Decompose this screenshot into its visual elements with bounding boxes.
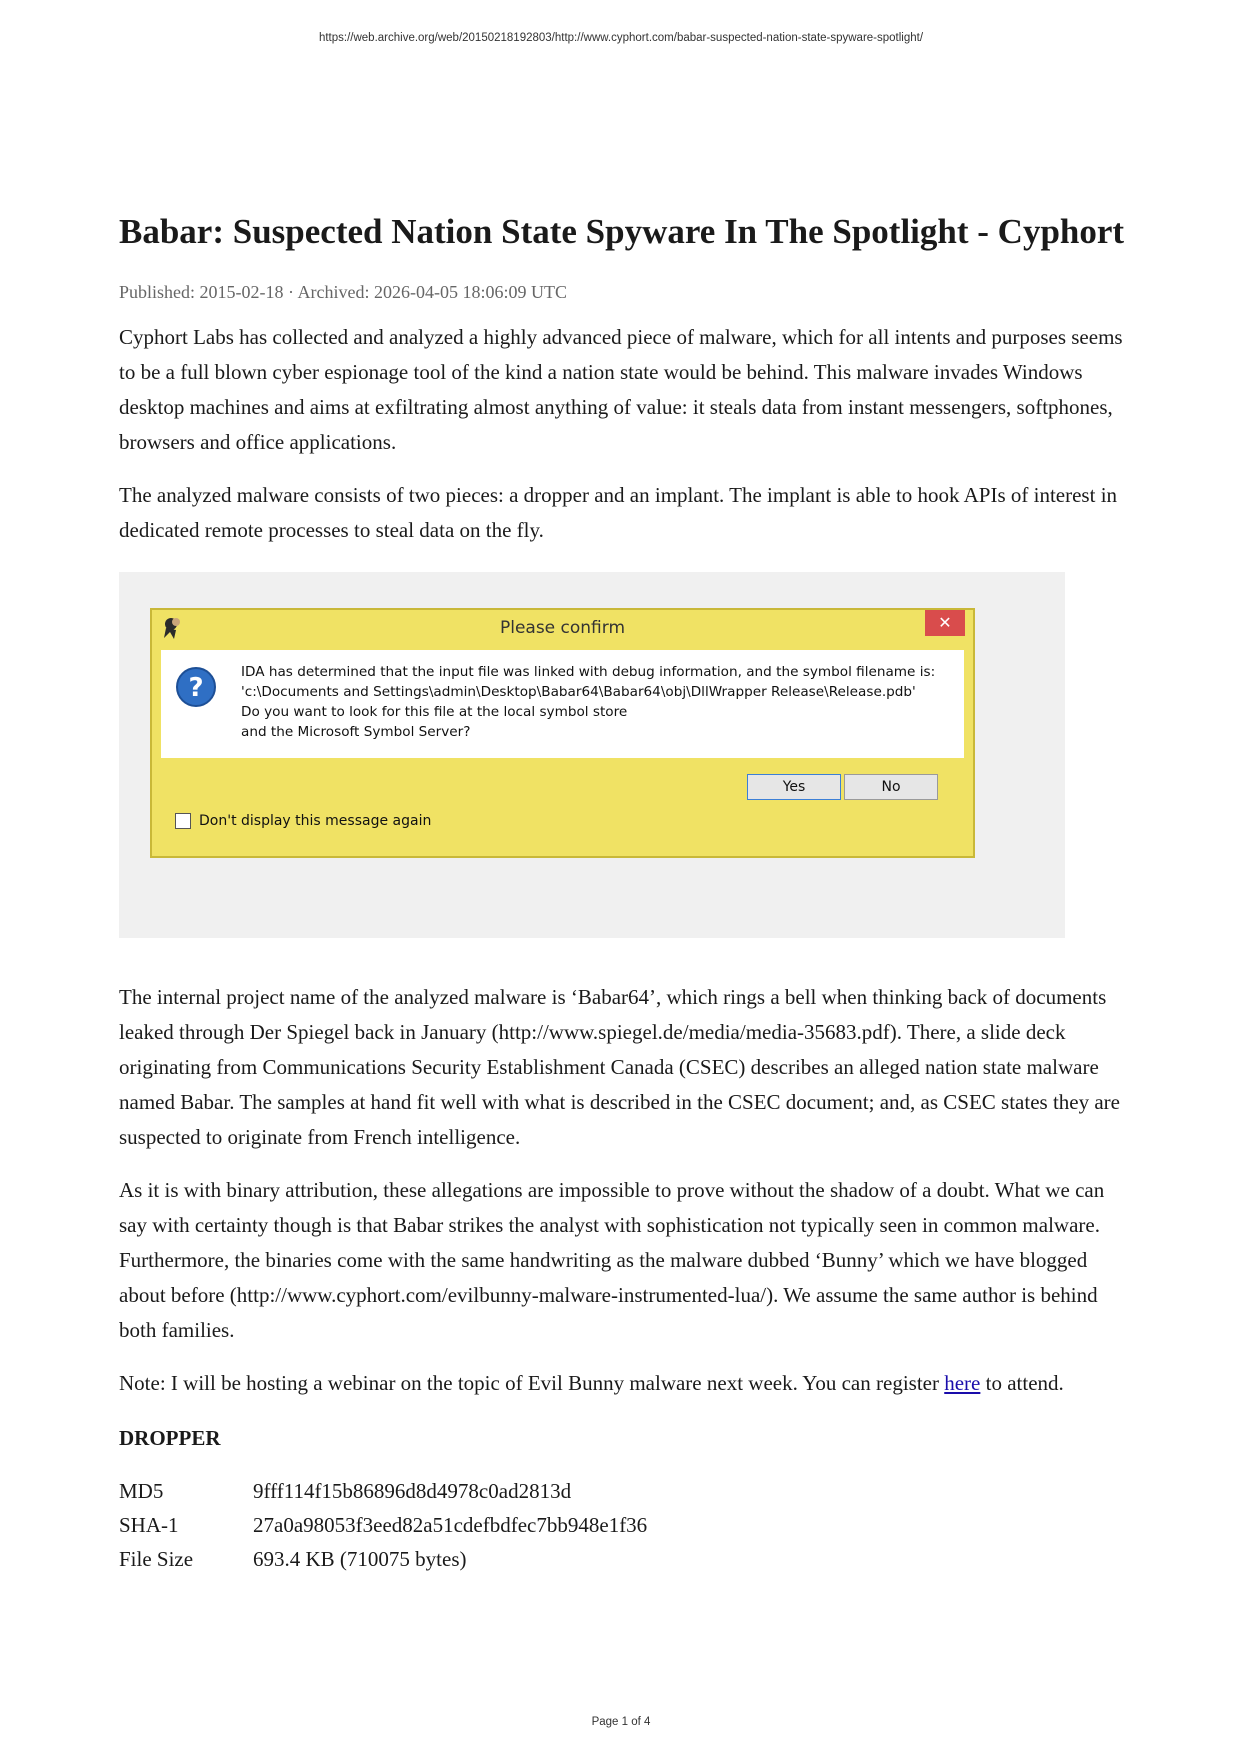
page-number: Page 1 of 4 (591, 1716, 651, 1728)
paragraph: The analyzed malware consists of two pieces: a dropper and an implant. The implant is able to hook APIs of interest in dedicated remote processes to steal data on the fly. (119, 483, 1118, 542)
question-icon (175, 666, 217, 708)
hash-value: 27a0a98053f3eed82a51cdefbdfec7bb948e1f36 (253, 1513, 648, 1537)
archive-url: https://web.archive.org/web/20150218192803/http://www.cyphort.com/babar-suspected-nation-state-spyware-spotlight/ (318, 32, 924, 44)
dialog-body (161, 650, 964, 758)
confirm-dialog (150, 608, 975, 858)
checkbox-box[interactable] (175, 813, 191, 829)
note-text-end: to attend. (980, 1371, 1064, 1395)
hash-label: SHA-1 (119, 1513, 179, 1537)
table-row (119, 1542, 647, 1576)
page-title: Babar: Suspected Nation State Spyware In The Spotlight - Cyphort (119, 212, 1125, 251)
message-line: 'c:\Documents and Settings\admin\Desktop\Babar64\Babar64\obj\DllWrapper Release\Release.pdb' (241, 684, 916, 700)
dont-display-checkbox[interactable] (175, 813, 431, 829)
dialog-message (241, 662, 954, 742)
hash-label: File Size (119, 1547, 194, 1571)
message-line: and the Microsoft Symbol Server? (241, 724, 471, 740)
publish-meta: Published: 2015-02-18 · Archived: 2026-04-05 18:06:09 UTC (119, 282, 567, 302)
hash-table (119, 1474, 647, 1576)
article (119, 210, 1129, 1576)
yes-button[interactable]: Yes (747, 774, 841, 800)
hash-value: 9fff114f15b86896d8d4978c0ad2813d (253, 1479, 572, 1503)
no-button[interactable]: No (844, 774, 938, 800)
register-link[interactable]: here (944, 1371, 981, 1395)
table-row (119, 1474, 647, 1508)
dialog-title: Please confirm (499, 618, 626, 638)
checkbox-label: Don't display this message again (199, 813, 432, 829)
message-line: Do you want to look for this file at the local symbol store (241, 704, 628, 720)
paragraph: The internal project name of the analyzed malware is ‘Babar64’, which rings a bell when thinking back of documents leaked through Der Spiegel back in January (http://www.spiegel.de/media/media-35683.pdf). There, a slide deck originating from Communications Security Establishment Canada (CSEC) describes an alleged nation state malware named Babar. The samples at hand fit well with what is described in the CSEC document; and, as CSEC states they are suspected to originate from French intelligence. (119, 985, 1120, 1149)
close-button[interactable]: ✕ (925, 610, 965, 636)
note-paragraph (119, 1366, 1129, 1401)
question-glyph: ? (188, 673, 204, 703)
section-heading: DROPPER (119, 1426, 221, 1450)
paragraph: Cyphort Labs has collected and analyzed a highly advanced piece of malware, which for all intents and purposes seems to be a full blown cyber espionage tool of the kind a nation state would be behind. This malware invades Windows desktop machines and aims at exfiltrating almost anything of value: it steals data from instant messengers, softphones, browsers and office applications. (119, 325, 1123, 454)
hash-label: MD5 (119, 1479, 164, 1503)
note-text: Note: I will be hosting a webinar on the topic of Evil Bunny malware next week. You can register (119, 1371, 945, 1395)
paragraph: As it is with binary attribution, these allegations are impossible to prove without the shadow of a doubt. What we can say with certainty though is that Babar strikes the analyst with sophistication not typically seen in common malware. Furthermore, the binaries come with the same handwriting as the malware dubbed ‘Bunny’ which we have blogged about before (http://www.cyphort.com/evilbunny-malware-instrumented-lua/). We assume the same author is behind both families. (119, 1178, 1105, 1342)
screenshot-figure (119, 572, 1065, 938)
message-line: IDA has determined that the input file was linked with debug information, and the symbol filename is: (241, 664, 936, 680)
hash-value: 693.4 KB (710075 bytes) (253, 1547, 467, 1571)
table-row (119, 1508, 647, 1542)
